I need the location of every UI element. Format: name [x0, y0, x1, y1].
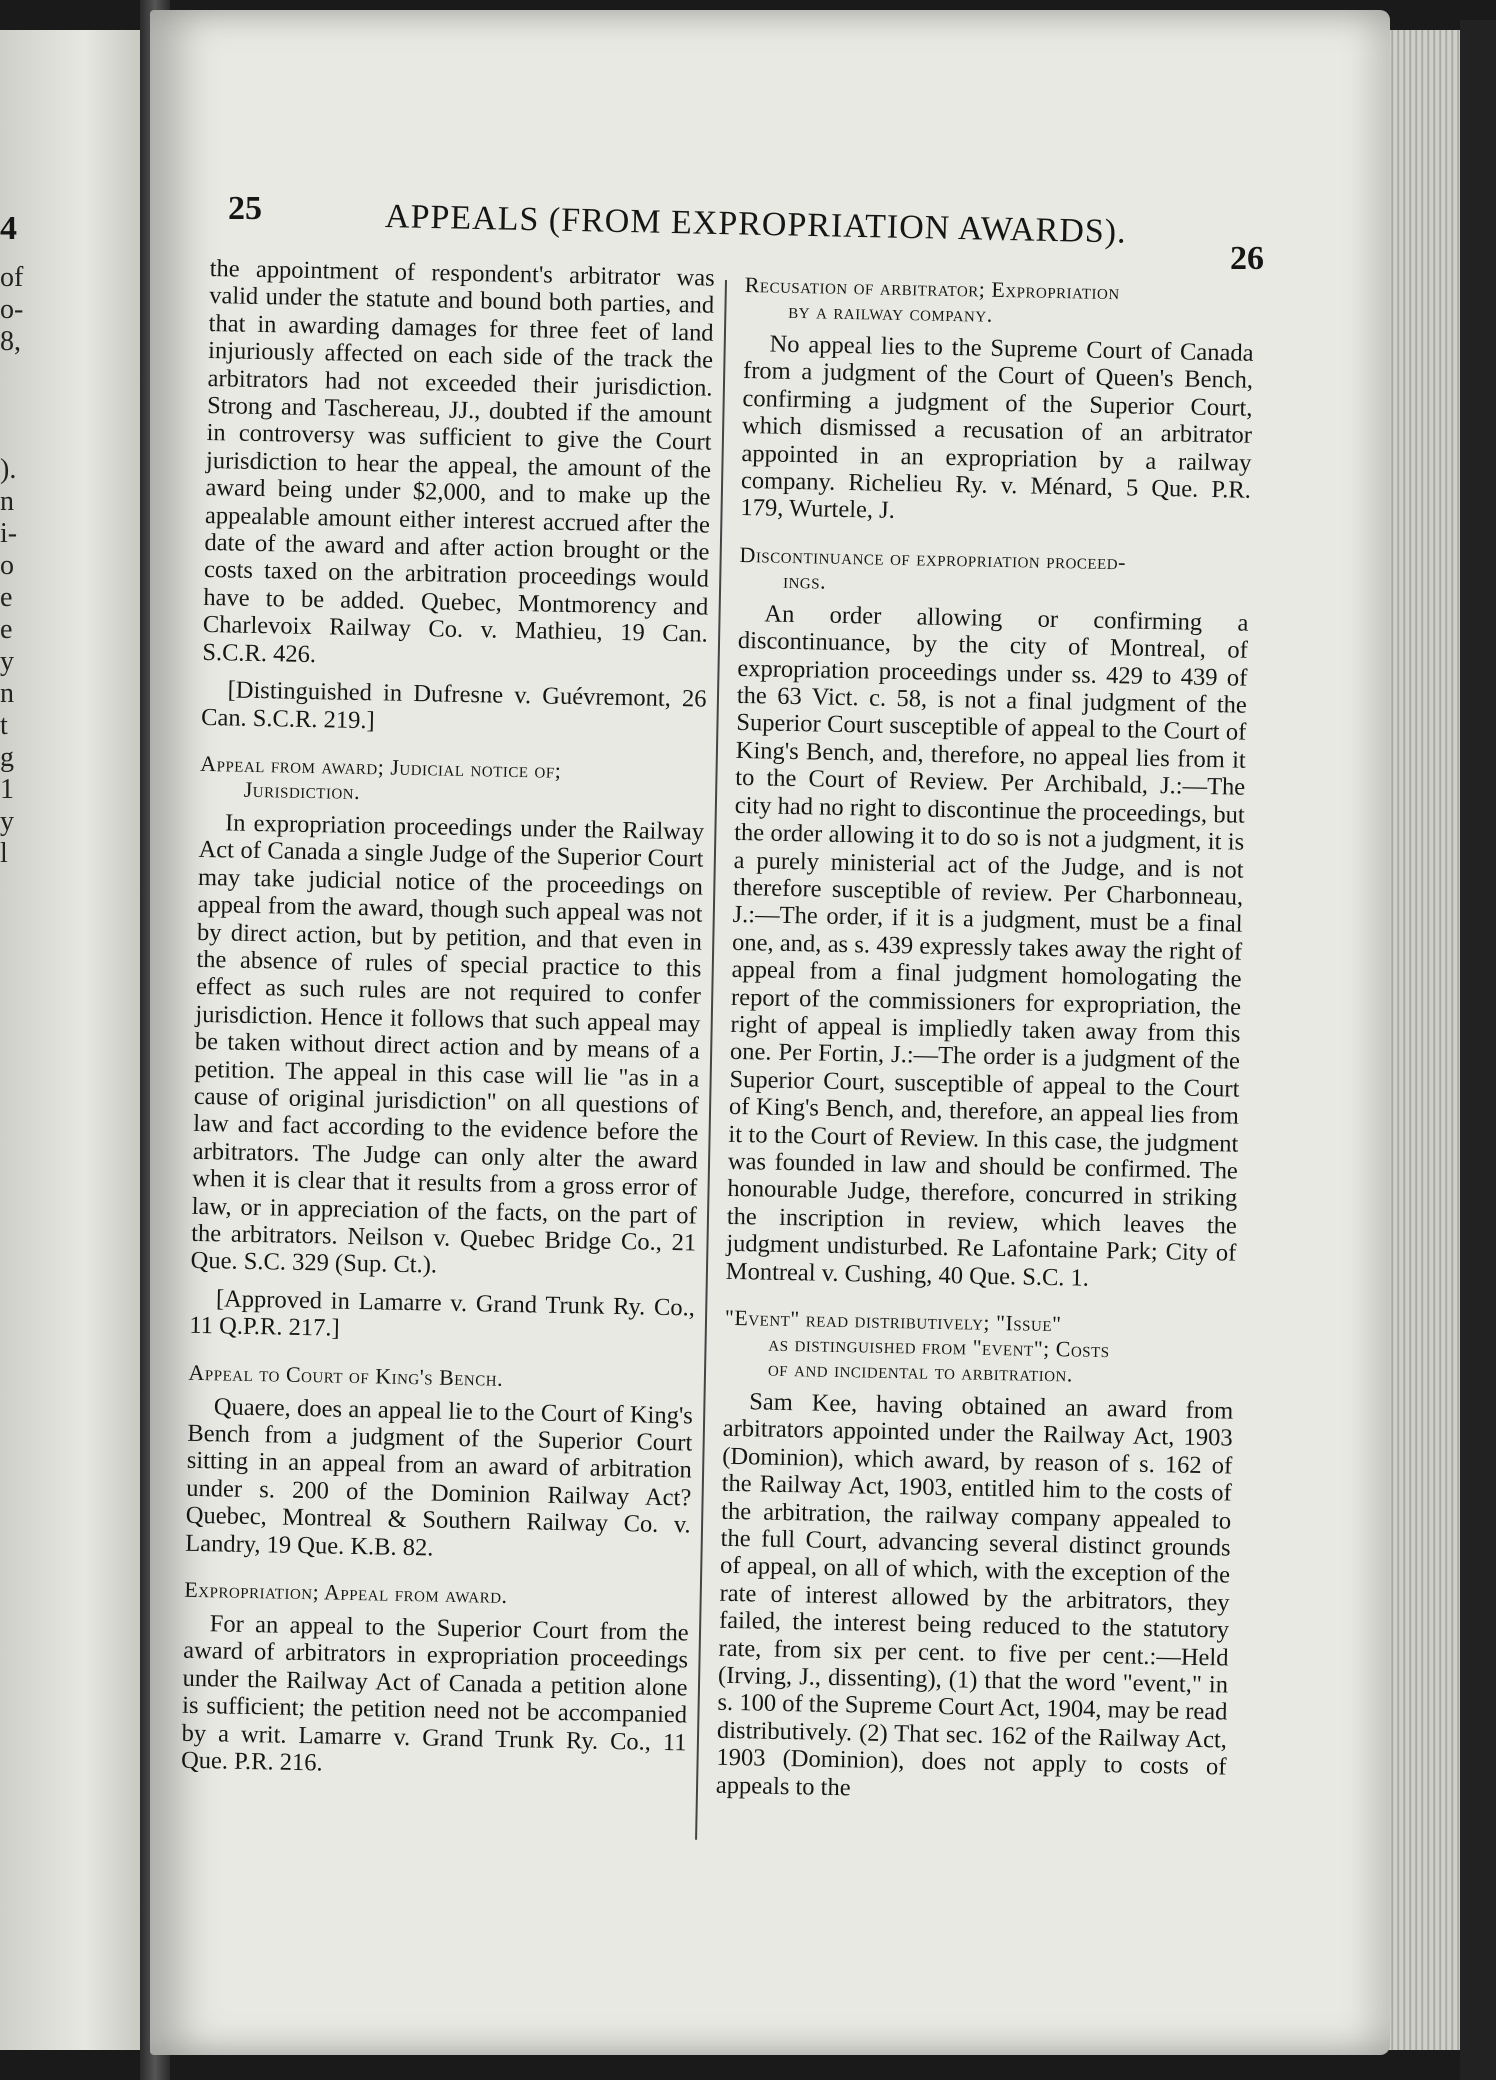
- paragraph: For an appeal to the Superior Court from the award of arbitrators in expropriation proceedings under the Railway Act of Canada a petition alone is sufficient; the petition need not be accompanied by a writ. Lamarre v. Grand Trunk Ry. Co., 11 Que. P.R. 216.: [180, 1610, 689, 1777]
- heading-line: Appeal from award; Judicial notice of;: [199, 750, 562, 783]
- heading-line: ings.: [782, 567, 827, 594]
- paragraph: No appeal lies to the Supreme Court of Canada from a judgment of the Court of Queen's Bench, confirming a judgment of the Superior Court, which dismissed a recusation of an arbitrator appointed in an expropriation by a railway company. Richelieu Ry. v. Ménard, 5 Que. P.R. 179, Wurtele, J.: [740, 330, 1254, 525]
- paragraph: Quaere, does an appeal lie to the Court of King's Bench from a judgment of the Superior Court sitting in an appeal from an award of arbitration under s. 200 of the Dominion Railway Act? Quebec, Montreal & Southern Railway Co. v. Landry, 19 Que. K.B. 82.: [185, 1392, 694, 1562]
- section-heading: [200, 751, 706, 811]
- paragraph: the appointment of respondent's arbitrator was valid under the statute and bound both parties, and that in awarding damages for three feet of land injuriously affected on each side of the track the arbitrators had not exceeded their jurisdiction. Strong and Taschereau, JJ., doubted if the amount in controversy was sufficient to give the Court jurisdiction to hear the appeal, the amount of the award being under $2,000, and to make up the appealable amount either interest accrued after the date of the award and after action brought or the costs taxed on the arbitration proceedings would have to be added. Quebec, Montmorency and Charlevoix Railway Co. v. Mathieu, 19 Can. S.C.R. 426.: [202, 255, 715, 668]
- right-column-page-number: 26: [1230, 240, 1264, 277]
- paragraph: An order allowing or confirming a discontinuance, by the city of Montreal, of expropriation proceedings under ss. 429 to 439 of the 63 Vict. c. 58, is not a final judgment of the Superior Court susceptible of appeal to the Court of King's Bench, and, therefore, no appeal lies from it to the Court of Review. Per Archibald, J.:—The city had no right to discontinue the proceedings, but the order allowing it to do so is not a judgment, it is a purely ministerial act of the Judge, and is not therefore susceptible of review. Per Charbonneau, J.:—The order, if it is a judgment, must be a final one, and, as s. 439 expressly takes away the right of appeal from a final judgment homologating the report of the commissioners for expropriation, the right of appeal is impliedly taken away from this one. Per Fortin, J.:—The order is a judgment of the Superior Court, susceptible of appeal to the Court of King's Bench, and, therefore, an appeal lies from it to the Court of Review. In this case, the judgment was founded in law and should be confirmed. The honourable Judge, therefore, concurred in striking the inscription in review, which leaves the judgment undisturbed. Re Lafontaine Park; City of Montreal v. Cushing, 40 Que. S.C. 1.: [725, 600, 1249, 1292]
- citation-note: [Approved in Lamarre v. Grand Trunk Ry. Co., 11 Q.P.R. 217.]: [189, 1285, 696, 1342]
- section-heading: [744, 272, 1255, 332]
- paragraph: Sam Kee, having obtained an award from arbitrators appointed under the Railway Act, 1903 (Dominion), which award, by reason of s. 162 of the Railway Act, 1903, entitled him to the costs of the arbitration, the railway company appealed to the full Court, advancing several distinct grounds of appeal, on all of which, with the exception of the rate of interest allowed by the arbitrators, they failed, the interest being reduced to the statutory rate, from six per cent. to five per cent.:—Held (Irving, J., dissenting), (1) that the word "event," in s. 100 of the Supreme Court Act, 1904, may be read distributively. (2) That sec. 162 of the Railway Act, 1903 (Dominion), does not apply to costs of appeals to the: [715, 1388, 1234, 1801]
- facing-page-number: 4: [0, 210, 17, 247]
- right-text-column: [716, 272, 1255, 1809]
- page-header: [150, 190, 1390, 277]
- section-heading: Appeal to Court of King's Bench.: [188, 1359, 504, 1391]
- facing-page-edge: [0, 30, 143, 2050]
- heading-line: by a railway company.: [788, 297, 993, 327]
- heading-line: Jurisdiction.: [243, 776, 361, 804]
- paragraph: In expropriation proceedings under the Railway Act of Canada a single Judge of the Superior Court may take judicial notice of the proceedings on appeal from the award, though such appeal was not by direct action, but by petition, and that even in the absence of rules of special practice to this effect as such rules are not required to confer jurisdiction. Hence it follows that such appeal may be taken without direct action and by means of a petition. The appeal in this case will lie "as in a cause of original jurisdiction" on all questions of law and fact according to the evidence before the arbitrators. The Judge can only alter the award when it is clear that it results from a gross error of law, or in appreciation of the facts, on the part of the arbitrators. Neilson v. Quebec Bridge Co., 21 Que. S.C. 329 (Sup. Ct.).: [190, 809, 705, 1279]
- running-title: APPEALS (FROM EXPROPRIATION AWARDS).: [384, 198, 1127, 251]
- citation-note: [Distinguished in Dufresne v. Guévremont, 26 Can. S.C.R. 219.]: [200, 676, 707, 734]
- heading-line: "Event" read distributively; "Issue": [724, 1304, 1062, 1337]
- heading-line: as distinguished from "event"; Costs: [768, 1330, 1110, 1363]
- section-heading: [724, 1305, 1235, 1390]
- heading-line: Discontinuance of expropriation proceed-: [739, 541, 1127, 575]
- book-cover-edge: [1460, 20, 1496, 2080]
- left-text-column: [181, 255, 715, 1784]
- heading-line: of and incidental to arbitration.: [767, 1355, 1074, 1387]
- section-heading: Expropriation; Appeal from award.: [184, 1576, 508, 1609]
- facing-page-text-fragments: of o- 8, ). n i- o e e y n t g 1 y l: [0, 262, 24, 869]
- book-page: [150, 10, 1390, 2055]
- left-column-page-number: 25: [228, 190, 262, 227]
- section-heading: [739, 542, 1250, 602]
- heading-line: Recusation of arbitrator; Expropriation: [744, 272, 1120, 305]
